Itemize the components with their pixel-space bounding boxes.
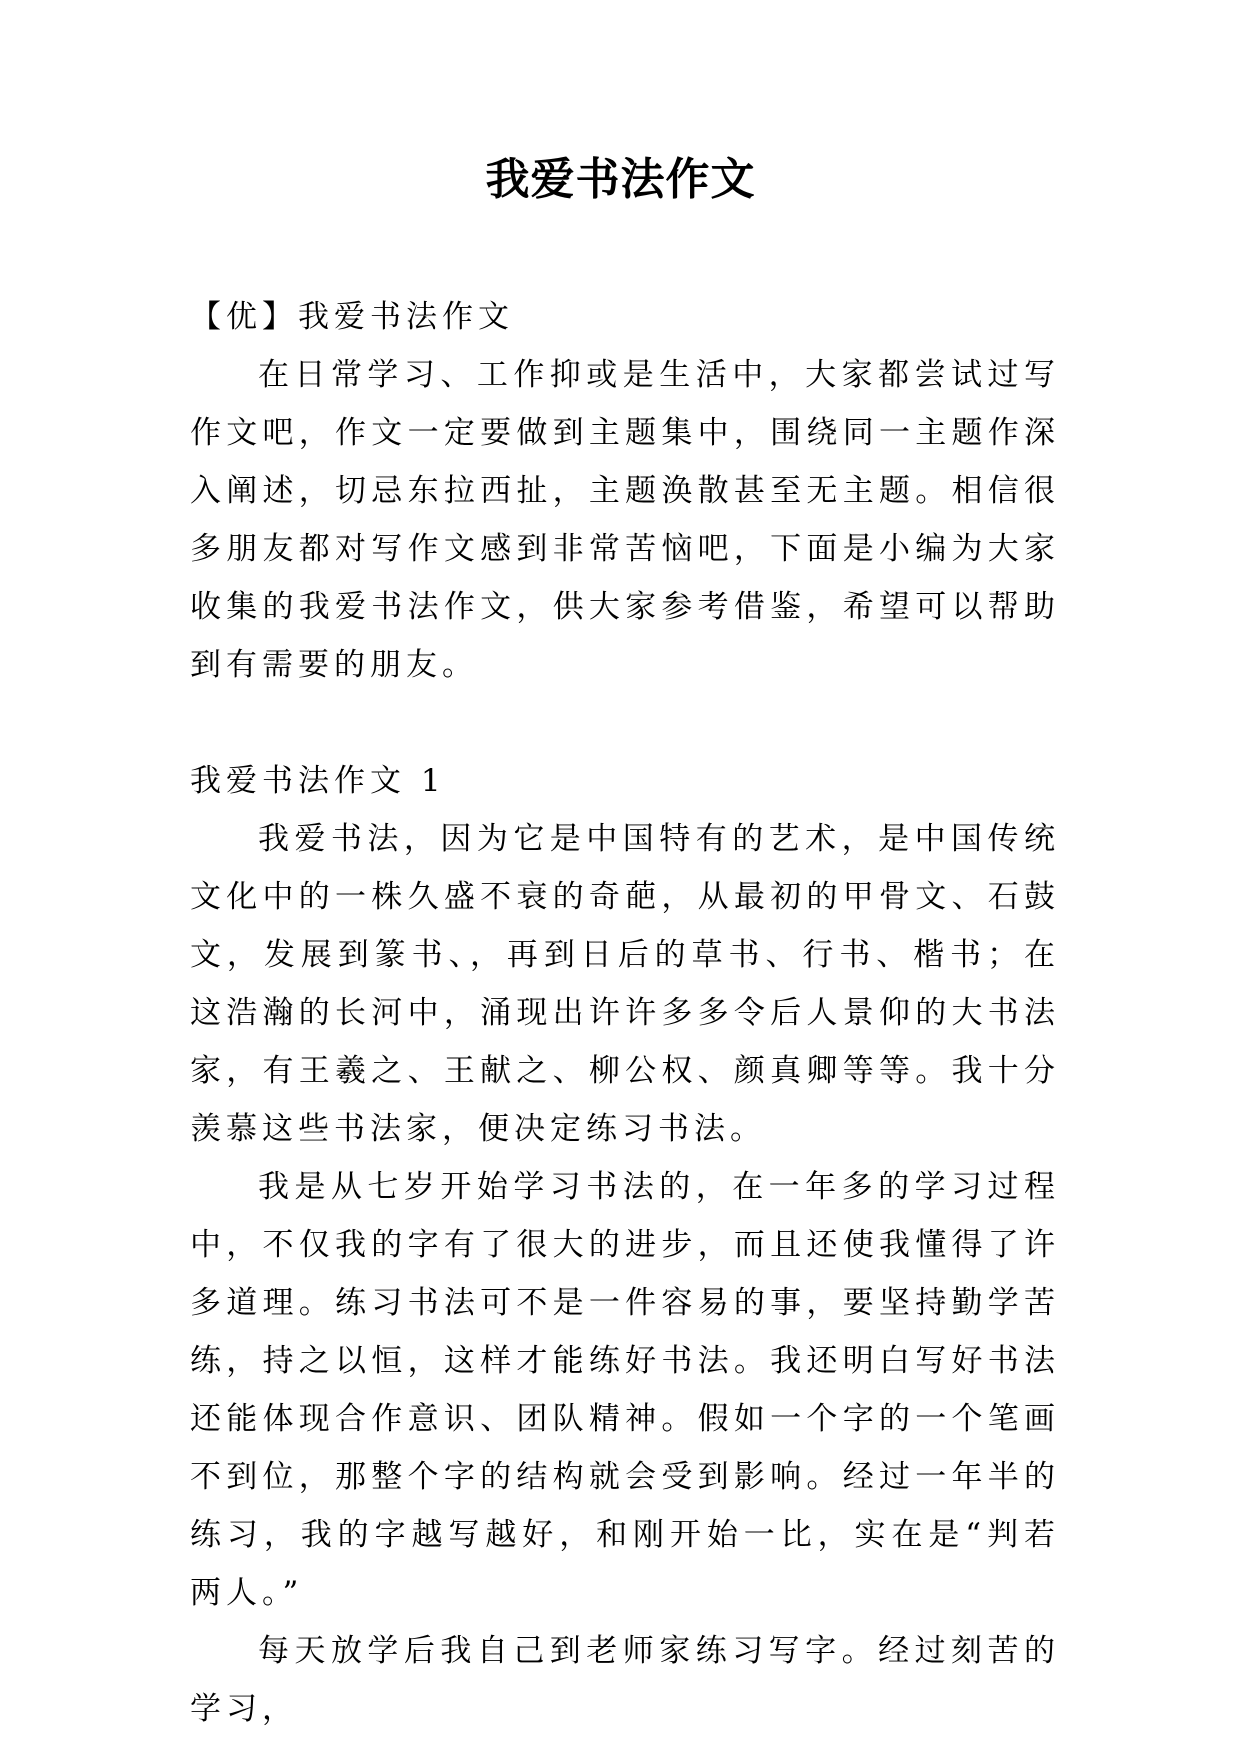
document-subtitle: 【优】我爱书法作文 [190, 299, 514, 335]
section-heading: 我爱书法作文 1 [190, 763, 446, 799]
intro-paragraph: 在日常学习、工作抑或是生活中，大家都尝试过写作文吧，作文一定要做到主题集中，围绕同一主题作深入阐述，切忌东拉西扯，主题涣散甚至无主题。相信很多朋友都对写作文感到非常苦恼吧，下面是小编为大家收集的我爱书法作文，供大家参考借鉴，希望可以帮助到有需要的朋友。 [190, 357, 1060, 683]
body-paragraph-1: 我爱书法，因为它是中国特有的艺术，是中国传统文化中的一株久盛不衰的奇葩，从最初的甲骨文、石鼓文，发展到篆书、，再到日后的草书、行书、楷书；在这浩瀚的长河中，涌现出许许多多令后人景仰的大书法家，有王羲之、王献之、柳公权、颜真卿等等。我十分羡慕这些书法家，便决定练习书法。 [190, 821, 1060, 1147]
body-paragraph-2: 我是从七岁开始学习书法的，在一年多的学习过程中，不仅我的字有了很大的进步，而且还使我懂得了许多道理。练习书法可不是一件容易的事，要坚持勤学苦练，持之以恒，这样才能练好书法。我还明白写好书法还能体现合作意识、团队精神。假如一个字的一个笔画不到位，那整个字的结构就会受到影响。经过一年半的练习，我的字越写越好，和刚开始一比，实在是“判若两人。” [190, 1169, 1060, 1611]
paragraph-spacer [190, 694, 1060, 752]
document-body [190, 288, 1060, 1738]
body-paragraph-3: 每天放学后我自己到老师家练习写字。经过刻苦的学习， [190, 1633, 1060, 1727]
document-title: 我爱书法作文 [485, 154, 756, 205]
